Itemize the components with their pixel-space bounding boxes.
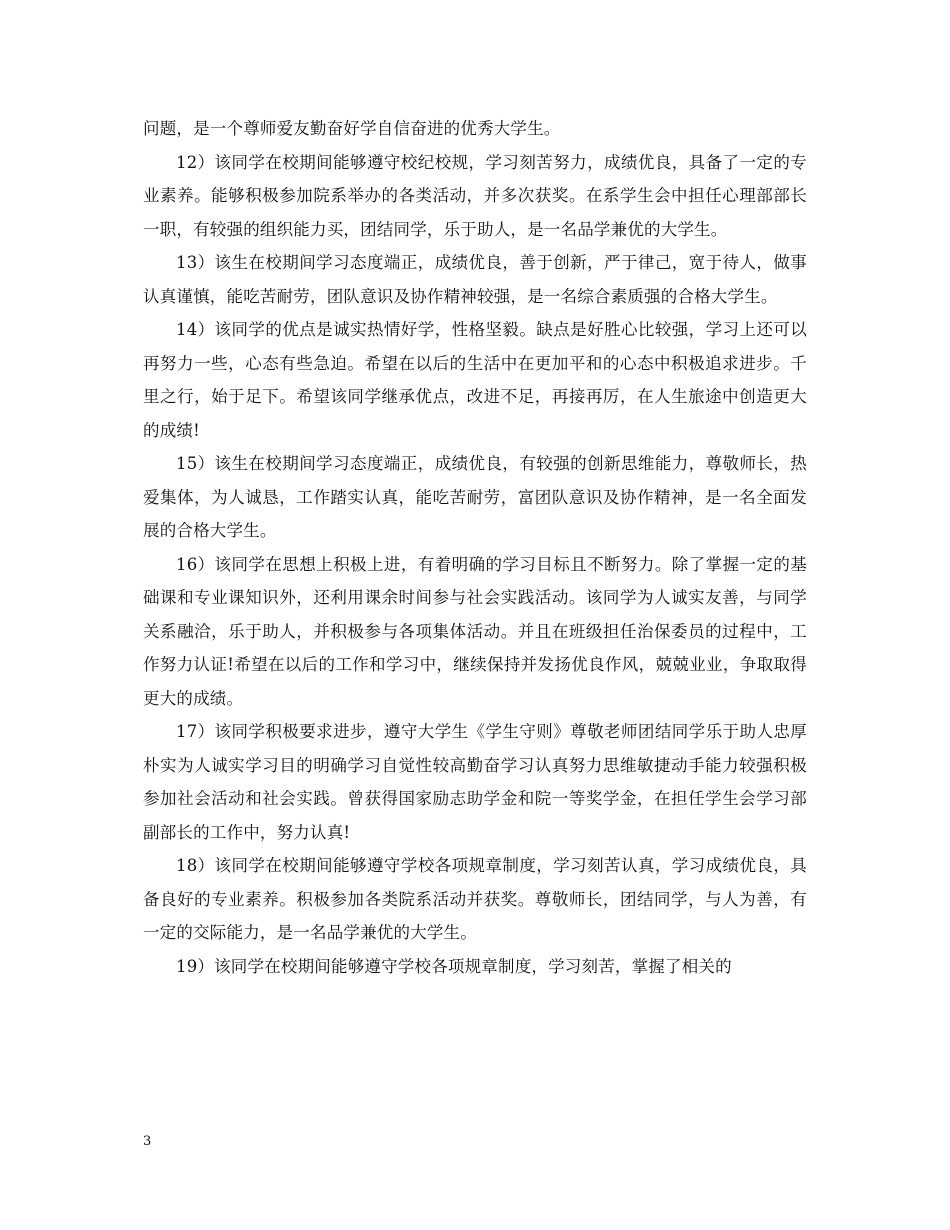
paragraph-item-18: 18）该同学在校期间能够遵守学校各项规章制度，学习刻苦认真，学习成绩优良，具备良好的专业素养。积极参加各类院系活动并获奖。尊敬师长，团结同学，与人为善，有一定的交际能力，是一名品学兼优的大学生。 [143,856,807,942]
paragraph-item-19: 19）该同学在校期间能够遵守学校各项规章制度，学习刻苦，掌握了相关的 [176,956,732,976]
paragraph-item-17: 17）该同学积极要求进步，遵守大学生《学生守则》尊敬老师团结同学乐于助人忠厚朴实为人诚实学习目的明确学习自觉性较高勤奋学习认真努力思维敏捷动手能力较强积极参加社会活动和社会实践。曾获得国家励志助学金和院一等奖学金，在担任学生会学习部副部长的工作中，努力认真! [143,722,807,842]
paragraph-item-13: 13）该生在校期间学习态度端正，成绩优良，善于创新，严于律己，宽于待人，做事认真谨慎，能吃苦耐劳，团队意识及协作精神较强，是一名综合素质强的合格大学生。 [143,253,807,306]
paragraph-item-15: 15）该生在校期间学习态度端正，成绩优良，有较强的创新思维能力，尊敬师长，热爱集体，为人诚恳，工作踏实认真，能吃苦耐劳，富团队意识及协作精神，是一名全面发展的合格大学生。 [143,454,807,540]
page-number: 3 [143,1134,152,1149]
paragraph-continuation: 问题，是一个尊师爱友勤奋好学自信奋进的优秀大学生。 [143,119,561,138]
paragraph-item-16: 16）该同学在思想上积极上进，有着明确的学习目标且不断努力。除了掌握一定的基础课和专业课知识外，还利用课余时间参与社会实践活动。该同学为人诚实友善，与同学关系融洽，乐于助人，并积极参与各项集体活动。并且在班级担任治保委员的过程中，工作努力认证!希望在以后的工作和学习中，继续保持并发扬优良作风，兢兢业业，争取取得更大的成绩。 [143,554,807,708]
paragraph-item-12: 12）该同学在校期间能够遵守校纪校规，学习刻苦努力，成绩优良，具备了一定的专业素养。能够积极参加院系举办的各类活动，并多次获奖。在系学生会中担任心理部部长一职，有较强的组织能力买，团结同学，乐于助人，是一名品学兼优的大学生。 [143,152,807,239]
paragraph-item-14: 14）该同学的优点是诚实热情好学，性格坚毅。缺点是好胜心比较强，学习上还可以再努力一些，心态有些急迫。希望在以后的生活中在更加平和的心态中积极追求进步。千里之行，始于足下。希望该同学继承优点，改进不足，再接再厉，在人生旅途中创造更大的成绩! [143,320,807,440]
document-body [143,112,807,983]
